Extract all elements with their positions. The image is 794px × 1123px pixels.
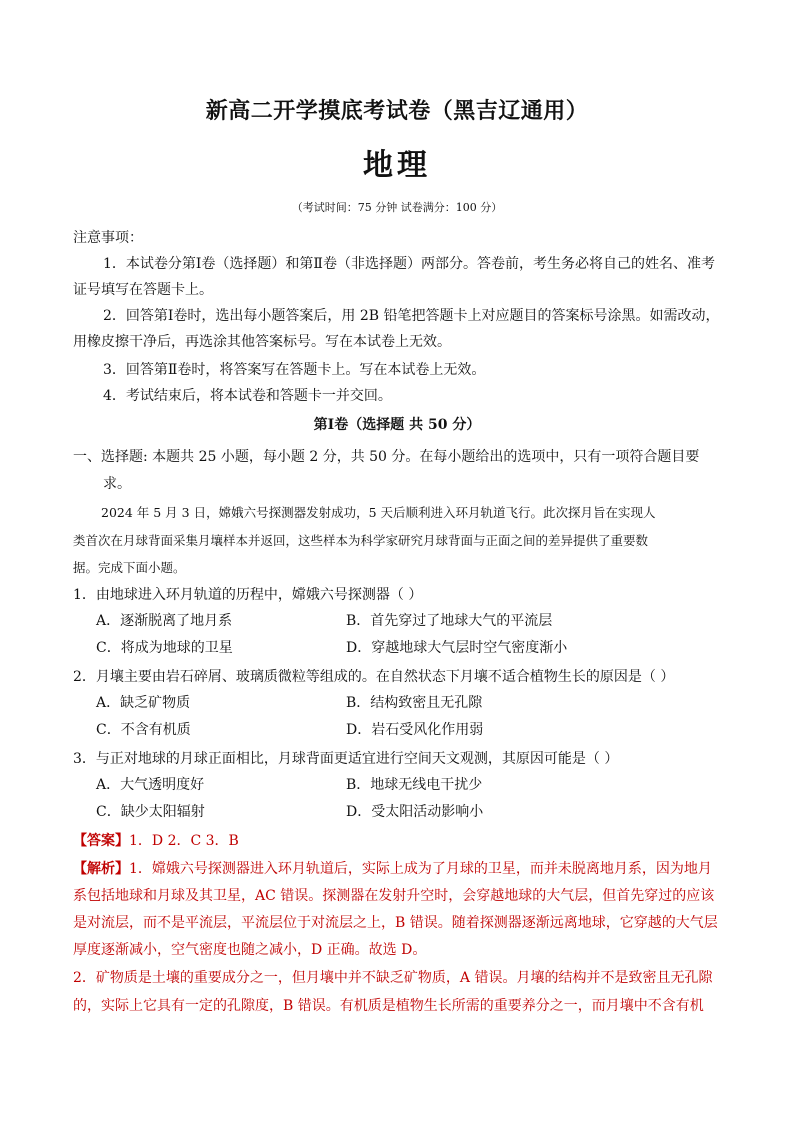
notice-item-3: 3．回答第Ⅱ卷时，将答案写在答题卡上。写在本试卷上无效。 bbox=[103, 362, 486, 378]
q2-option-a: A．缺乏矿物质 bbox=[96, 695, 191, 711]
notice-item-1a: 1．本试卷分第Ⅰ卷（选择题）和第Ⅱ卷（非选择题）两部分。答卷前，考生务必将自己的姓名、准考 bbox=[103, 256, 715, 272]
q3-option-a: A．大气透明度好 bbox=[96, 777, 205, 793]
analysis-line-5: 2．矿物质是土壤的重要成分之一，但月壤中并不缺乏矿物质，A 错误。月壤的结构并不是致密且无孔隙 bbox=[73, 970, 713, 986]
passage-line-1: 2024 年 5 月 3 日，嫦娥六号探测器发射成功，5 天后顺利进入环月轨道飞行。此次探月旨在实现人 bbox=[101, 505, 656, 520]
q3-option-c: C．缺少太阳辐射 bbox=[96, 804, 205, 820]
section-intro-a: 一、选择题: 本题共 25 小题，每小题 2 分，共 50 分。在每小题给出的选项中，只有一项符合题目要 bbox=[73, 449, 700, 465]
q2-stem: 2．月壤主要由岩石碎屑、玻璃质微粒等组成的。在自然状态下月壤不适合植物生长的原因是（ ） bbox=[73, 669, 675, 685]
analysis-line-6: 的，实际上它具有一定的孔隙度，B 错误。有机质是植物生长所需的重要养分之一，而月壤中不含有机 bbox=[73, 998, 704, 1014]
analysis-line-3: 是对流层，而不是平流层，平流层位于对流层之上，B 错误。随着探测器逐渐远离地球，它穿越的大气层 bbox=[73, 915, 718, 931]
passage-line-3: 据。完成下面小题。 bbox=[73, 560, 186, 575]
notice-item-4: 4．考试结束后，将本试卷和答题卡一并交回。 bbox=[103, 388, 392, 404]
q1-option-a: A．逐渐脱离了地月系 bbox=[96, 613, 233, 629]
q2-option-d: D．岩石受风化作用弱 bbox=[346, 722, 484, 738]
analysis-tag: 【解析】 bbox=[73, 861, 129, 877]
q2-option-c: C．不含有机质 bbox=[96, 722, 191, 738]
q1-option-d: D．穿越地球大气层时空气密度渐小 bbox=[346, 640, 568, 656]
exam-meta: （考试时间：75 分钟 试卷满分：100 分） bbox=[291, 201, 503, 214]
passage-line-2: 类首次在月球背面采集月壤样本并返回，这些样本为科学家研究月球背面与正面之间的差异提供了重要数 bbox=[73, 533, 649, 548]
q1-option-b: B．首先穿过了地球大气的平流层 bbox=[346, 613, 553, 629]
notice-item-2a: 2．回答第Ⅰ卷时，选出每小题答案后，用 2B 铅笔把答题卡上对应题目的答案标号涂黑。如需改动， bbox=[103, 308, 720, 324]
q3-stem: 3．与正对地球的月球正面相比，月球背面更适宜进行空间天文观测，其原因可能是（ ） bbox=[73, 751, 619, 767]
q2-option-b: B．结构致密且无孔隙 bbox=[346, 695, 483, 711]
subject-title: 地理 bbox=[363, 148, 431, 183]
q3-option-d: D．受太阳活动影响小 bbox=[346, 804, 484, 820]
section-intro-b: 求。 bbox=[103, 476, 131, 492]
analysis-line-4: 厚度逐渐减小，空气密度也随之减小，D 正确。故选 D。 bbox=[73, 942, 427, 958]
analysis-line-1 bbox=[73, 856, 725, 882]
exam-title: 新高二开学摸底考试卷（黑吉辽通用） bbox=[205, 99, 589, 124]
q1-option-c: C．将成为地球的卫星 bbox=[96, 640, 233, 656]
section-heading: 第Ⅰ卷（选择题 共 50 分） bbox=[313, 417, 481, 433]
analysis-line-2: 系包括地球和月球及其卫星，AC 错误。探测器在发射升空时，会穿越地球的大气层，但首先穿过的应该 bbox=[73, 888, 715, 904]
notice-item-1b: 证号填写在答题卡上。 bbox=[73, 282, 213, 298]
analysis-text-1: 1．嫦娥六号探测器进入环月轨道后，实际上成为了月球的卫星，而并未脱离地月系，因为地月 bbox=[129, 861, 712, 877]
answer-text: 1．D 2．C 3．B bbox=[129, 833, 239, 849]
answer-line bbox=[73, 828, 725, 854]
notice-heading: 注意事项： bbox=[73, 230, 143, 246]
notice-item-2b: 用橡皮擦干净后，再选涂其他答案标号。写在本试卷上无效。 bbox=[73, 334, 451, 350]
answer-tag: 【答案】 bbox=[73, 833, 129, 849]
q3-option-b: B．地球无线电干扰少 bbox=[346, 777, 483, 793]
q1-stem: 1．由地球进入环月轨道的历程中，嫦娥六号探测器（ ） bbox=[73, 587, 423, 603]
